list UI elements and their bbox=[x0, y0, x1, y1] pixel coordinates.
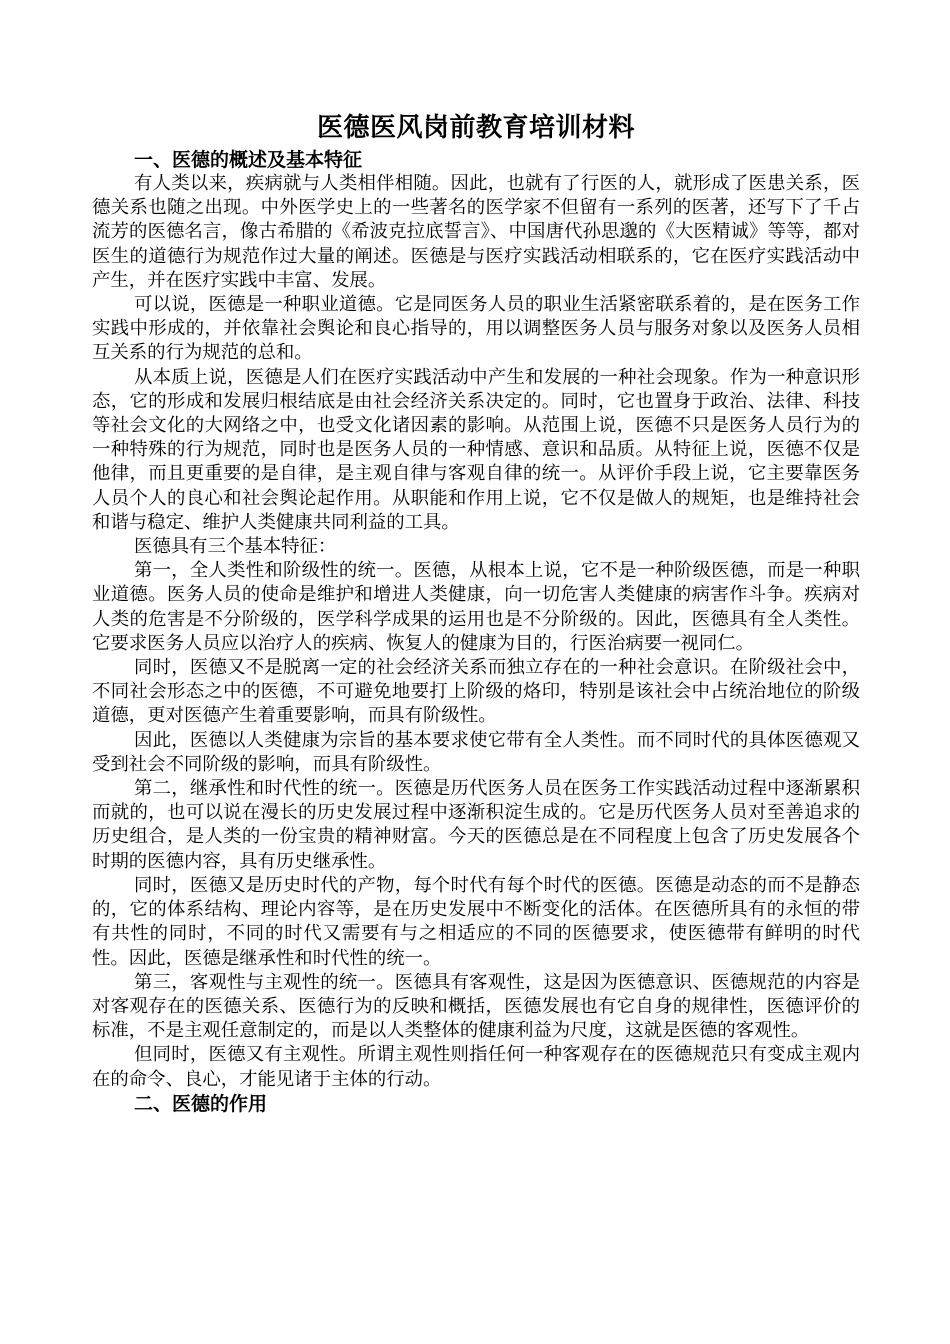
section-heading-2: 二、医德的作用 bbox=[134, 1092, 268, 1115]
paragraph: 第二，继承性和时代性的统一。医德是历代医务人员在医务工作实践活动过程中逐渐累积而就的，也可以说在漫长的历史发展过程中逐渐积淀生成的。它是历代医务人员对至善追求的历史组合，是人类的一份宝贵的精神财富。今天的医德总是在不同程度上包含了历史发展各个时期的医德内容，具有历史继承性。 bbox=[92, 778, 860, 872]
paragraph: 医德具有三个基本特征： bbox=[134, 536, 337, 558]
paragraph: 同时，医德又是历史时代的产物，每个时代有每个时代的医德。医德是动态的而不是静态的，它的体系结构、理论内容等，是在历史发展中不断变化的活体。在医德所具有的永恒的带有共性的同时，不同的时代又需要有与之相适应的不同的医德要求，使医德带有鲜明的时代性。因此，医德是继承性和时代性的统一。 bbox=[92, 874, 860, 969]
paragraph: 同时，医德又不是脱离一定的社会经济关系而独立存在的一种社会意识。在阶级社会中，不同社会形态之中的医德，不可避免地要打上阶级的烙印，特别是该社会中占统治地位的阶级道德，更对医德产生着重要影响，而具有阶级性。 bbox=[92, 657, 860, 727]
document-title: 医德医风岗前教育培训材料 bbox=[316, 113, 635, 143]
paragraph: 因此，医德以人类健康为宗旨的基本要求使它带有全人类性。而不同时代的具体医德观又受到社会不同阶级的影响，而具有阶级性。 bbox=[92, 729, 860, 775]
paragraph: 有人类以来，疾病就与人类相伴相随。因此，也就有了行医的人，就形成了医患关系，医德关系也随之出现。中外医学史上的一些著名的医学家不但留有一系列的医著，还写下了千占流芳的医德名言，像古希腊的《希波克拉底誓言》、中国唐代孙思邈的《大医精诚》等等，都对医生的道德行为规范作过大量的阐述。医德是与医疗实践活动相联系的，它在医疗实践活动中产生，并在医疗实践中丰富、发展。 bbox=[92, 173, 860, 291]
paragraph: 但同时，医德又有主观性。所谓主观性则指任何一种客观存在的医德规范只有变成主观内在的命令、良心，才能见诸于主体的行动。 bbox=[92, 1044, 860, 1090]
section-heading-1: 一、医德的概述及基本特征 bbox=[134, 149, 363, 171]
paragraph: 可以说，医德是一种职业道德。它是同医务人员的职业生活紧密联系着的，是在医务工作实践中形成的，并依靠社会舆论和良心指导的，用以调整医务人员与服务对象以及医务人员相互关系的行为规范的总和。 bbox=[92, 294, 860, 364]
document-page bbox=[92, 108, 860, 1116]
paragraph: 第三，客观性与主观性的统一。医德具有客观性，这是因为医德意识、医德规范的内容是对客观存在的医德关系、医德行为的反映和概括，医德发展也有它自身的规律性，医德评价的标准，不是主观任意制定的，而是以人类整体的健康利益为尺度，这就是医德的客观性。 bbox=[92, 971, 860, 1042]
paragraph: 从本质上说，医德是人们在医疗实践活动中产生和发展的一种社会现象。作为一种意识形态，它的形成和发展归根结底是由社会经济关系决定的。同时，它也置身于政治、法律、科技等社会文化的大网络之中，也受文化诸因素的影响。从范围上说，医德不只是医务人员行为的一种特殊的行为规范，同时也是医务人员的一种情感、意识和品质。从特征上说，医德不仅是他律，而且更重要的是自律，是主观自律与客观自律的统一。从评价手段上说，它主要靠医务人员个人的良心和社会舆论起作用。从职能和作用上说，它不仅是做人的规矩，也是维持社会和谐与稳定、维护人类健康共同利益的工具。 bbox=[92, 366, 860, 533]
paragraph: 第一，全人类性和阶级性的统一。医德，从根本上说，它不是一种阶级医德，而是一种职业道德。医务人员的使命是维护和增进人类健康，向一切危害人类健康的病害作斗争。疾病对人类的危害是不分阶级的，医学科学成果的运用也是不分阶级的。因此，医德具有全人类性。它要求医务人员应以治疗人的疾病、恢复人的健康为目的，行医治病要一视同仁。 bbox=[92, 560, 860, 654]
